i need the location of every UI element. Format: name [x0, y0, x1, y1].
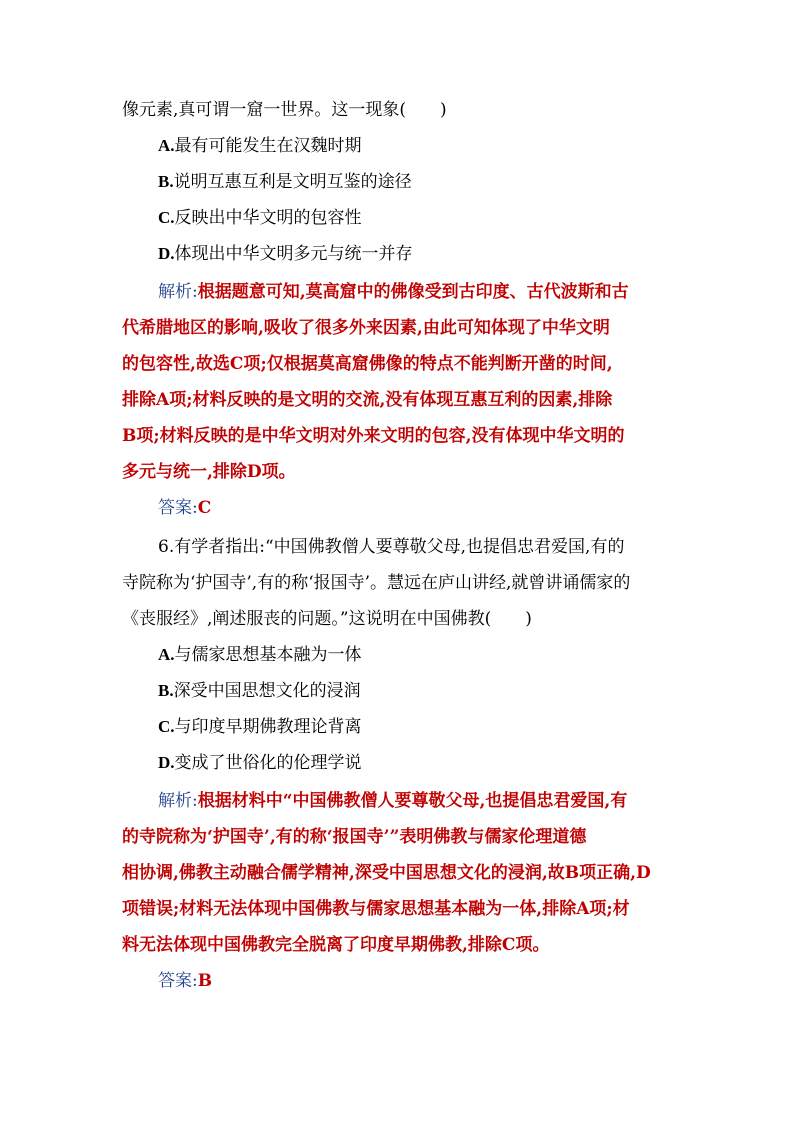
option-letter: C.: [158, 717, 175, 736]
q6-analysis-line-1: [158, 791, 627, 813]
q5-answer: [158, 498, 211, 520]
q6-stem-line-2: 寺院称为‘护国寺’,有的称‘报国寺’。慧远在庐山讲经,就曾讲诵儒家的: [122, 573, 631, 593]
option-text: 变成了世俗化的伦理学说: [174, 753, 362, 773]
option-letter: B.: [158, 172, 174, 191]
q6-analysis-line-4: 项错误;材料无法体现中国佛教与儒家思想基本融为一体,排除A项;材: [122, 899, 630, 919]
q5-analysis-line-4: 排除A项;材料反映的是文明的交流,没有体现互惠互利的因素,排除: [122, 390, 613, 410]
q5-option-b: [158, 172, 412, 194]
q6-answer: [158, 971, 212, 993]
answer-value: B: [197, 971, 213, 991]
q5-analysis-line-2: 代希腊地区的影响,吸收了很多外来因素,由此可知体现了中华文明: [122, 318, 610, 338]
option-letter: D.: [158, 753, 175, 772]
q5-option-d: [158, 244, 413, 266]
answer-value: C: [197, 498, 212, 518]
q6-option-b: [158, 681, 361, 703]
answer-label: 答案:: [158, 971, 198, 991]
option-text: 反映出中华文明的包容性: [174, 208, 362, 228]
option-text: 最有可能发生在汉魏时期: [174, 136, 362, 156]
option-letter: A.: [158, 645, 175, 664]
q6-option-a: [158, 645, 362, 667]
answer-label: 答案:: [158, 498, 198, 518]
q5-analysis-line-1: [158, 282, 629, 304]
option-letter: B.: [158, 681, 174, 700]
q6-stem-line-1: 6.有学者指出:“中国佛教僧人要尊敬父母,也提倡忠君爱国,有的: [158, 537, 625, 557]
analysis-label: 解析:: [158, 282, 198, 302]
option-text: 与儒家思想基本融为一体: [174, 645, 362, 665]
analysis-label: 解析:: [158, 791, 198, 811]
option-letter: A.: [158, 136, 175, 155]
q6-option-d: [158, 753, 362, 775]
q6-analysis-line-3: 相协调,佛教主动融合儒学精神,深受中国思想文化的浸润,故B项正确,D: [122, 863, 651, 883]
q5-option-a: [158, 136, 362, 158]
q5-analysis-line-3: 的包容性,故选C项;仅根据莫高窟佛像的特点不能判断开凿的时间,: [122, 354, 613, 374]
q5-stem-tail: 像元素,真可谓一窟一世界。这一现象( ): [122, 100, 447, 120]
option-text: 深受中国思想文化的浸润: [173, 681, 361, 701]
analysis-text: 根据题意可知,莫高窟中的佛像受到古印度、古代波斯和古: [197, 282, 629, 302]
analysis-text: 根据材料中“中国佛教僧人要尊敬父母,也提倡忠君爱国,有: [197, 791, 628, 811]
q5-option-c: [158, 208, 362, 230]
q5-analysis-line-5: B项;材料反映的是中华文明对外来文明的包容,没有体现中华文明的: [122, 426, 625, 446]
option-letter: C.: [158, 208, 175, 227]
option-text: 说明互惠互利是文明互鉴的途径: [173, 172, 412, 192]
q6-analysis-line-5: 料无法体现中国佛教完全脱离了印度早期佛教,排除C项。: [122, 935, 550, 955]
option-text: 与印度早期佛教理论背离: [174, 717, 362, 737]
option-text: 体现出中华文明多元与统一并存: [174, 244, 413, 264]
q5-analysis-line-6: 多元与统一,排除D项。: [122, 462, 296, 482]
q6-analysis-line-2: 的寺院称为‘护国寺’,有的称‘报国寺’”表明佛教与儒家伦理道德: [122, 827, 587, 847]
q6-option-c: [158, 717, 362, 739]
option-letter: D.: [158, 244, 175, 263]
q6-stem-line-3: 《丧服经》,阐述服丧的问题。”这说明在中国佛教( ): [122, 609, 532, 629]
